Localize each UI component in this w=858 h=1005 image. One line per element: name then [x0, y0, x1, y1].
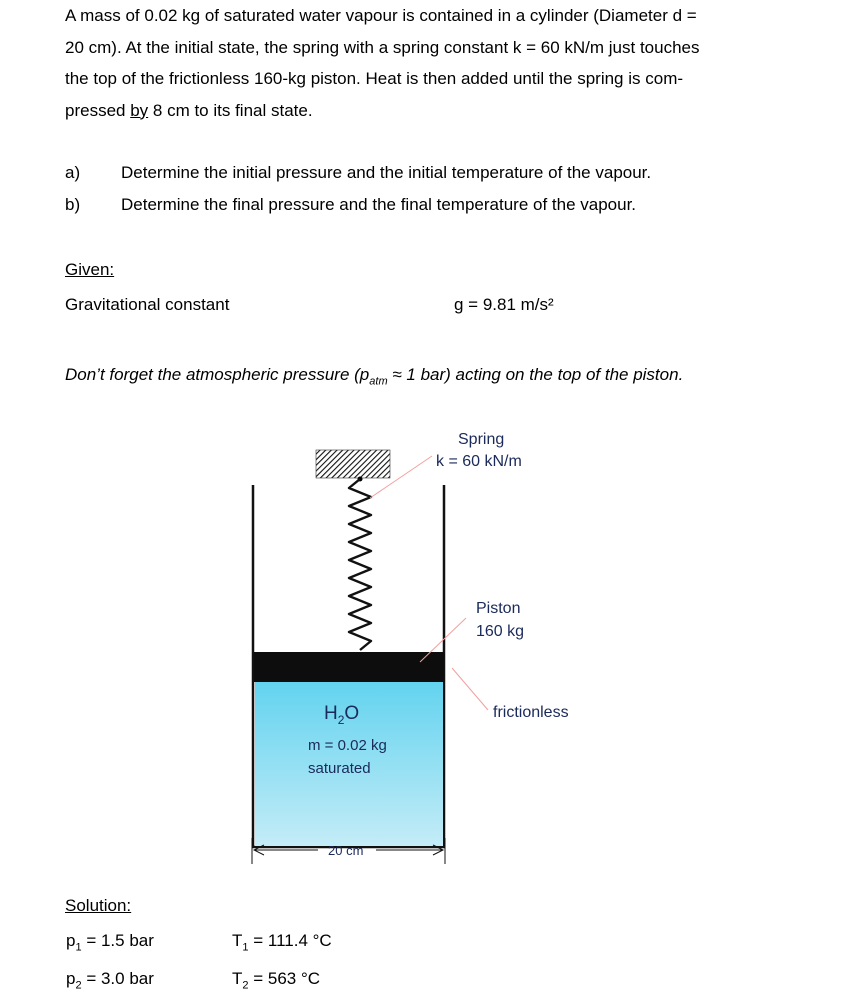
t1-sub: 1 — [242, 941, 249, 954]
t1-val: = 111.4 °C — [248, 931, 332, 950]
vapour-mass-label: m = 0.02 kg — [308, 737, 387, 754]
spring — [349, 479, 371, 650]
piston — [254, 652, 444, 682]
piston-label: Piston — [476, 600, 521, 617]
h2o-subscript: 2 — [337, 713, 345, 727]
given-label: Gravitational constant — [65, 295, 230, 314]
frictionless-leader-line — [452, 668, 488, 710]
p2-var: p — [66, 969, 76, 988]
spring-constant-label: k = 60 kN/m — [436, 453, 522, 470]
p1-sub: 1 — [75, 941, 82, 954]
question-a-letter: a) — [65, 163, 81, 182]
diameter-label: 20 cm — [328, 843, 364, 858]
t2-sub: 2 — [242, 979, 249, 992]
h2o-h: H — [324, 703, 338, 724]
vapour-state-label: saturated — [308, 760, 371, 777]
note-subscript: atm — [369, 375, 388, 388]
solution-p1 — [66, 931, 154, 953]
note-text: Don’t forget the atmospheric pressure (p — [65, 365, 370, 384]
problem-line: 20 cm). At the initial state, the spring with a spring constant k = 60 kN/m just touches — [65, 37, 700, 57]
t1-var: T — [232, 931, 243, 950]
underlined-word: by — [130, 100, 149, 120]
ceiling-support — [316, 450, 390, 478]
piston-mass-label: 160 kg — [476, 623, 525, 640]
given-heading: Given: — [65, 260, 115, 279]
solution-t2 — [232, 969, 320, 991]
t2-var: T — [232, 969, 243, 988]
h2o-o: O — [344, 703, 360, 724]
problem-line-text: 8 cm to its final state. — [148, 100, 313, 120]
question-a-text: Determine the initial pressure and the initial temperature of the vapour. — [121, 163, 652, 182]
spring-label: Spring — [458, 431, 505, 448]
question-b-text: Determine the final pressure and the final temperature of the vapour. — [121, 195, 637, 214]
p2-val: = 3.0 bar — [81, 969, 154, 988]
t2-val: = 563 °C — [248, 969, 321, 988]
problem-line: A mass of 0.02 kg of saturated water vapour is contained in a cylinder (Diameter d = — [65, 6, 697, 25]
given-value: g = 9.81 m/s² — [454, 295, 554, 314]
p2-sub: 2 — [75, 979, 82, 992]
p1-var: p — [66, 931, 76, 950]
p1-val: = 1.5 bar — [81, 931, 154, 950]
note-text: ≈ 1 bar) acting on the top of the piston. — [387, 365, 684, 384]
solution-p2 — [66, 969, 154, 991]
solution-heading: Solution: — [65, 896, 132, 915]
problem-line: the top of the frictionless 160-kg piston. Heat is then added until the spring is com- — [65, 69, 684, 88]
question-b-letter: b) — [65, 195, 81, 214]
solution-t1 — [232, 931, 332, 953]
problem-line-text: pressed — [65, 100, 131, 120]
frictionless-label: frictionless — [493, 704, 569, 721]
